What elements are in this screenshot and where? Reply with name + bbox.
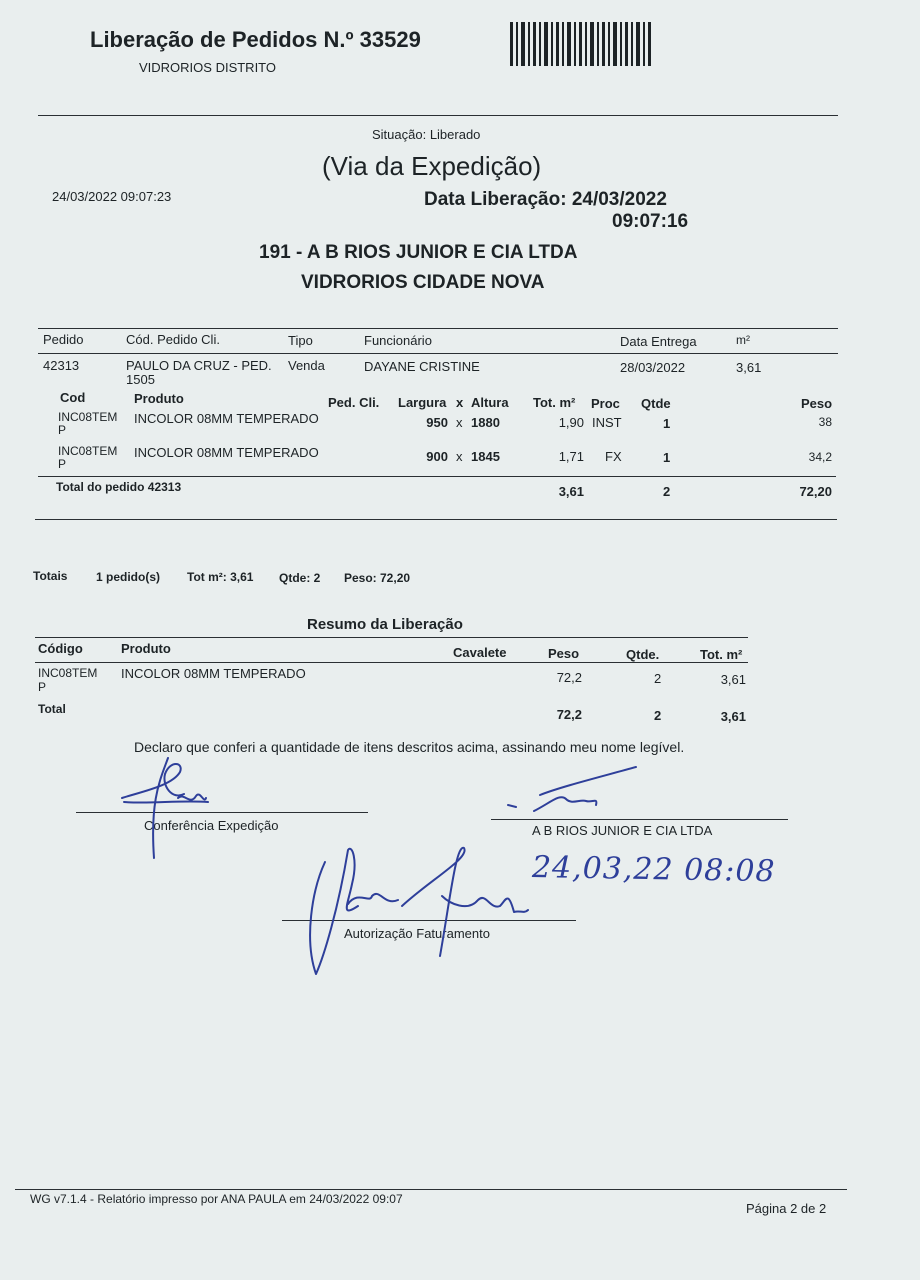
item-cod-cont: P — [58, 423, 67, 437]
item-width: 900 — [426, 449, 448, 464]
document-title: Liberação de Pedidos N.º 33529 — [90, 27, 421, 52]
summary-weight: 72,2 — [556, 670, 582, 685]
item-tot-m2: 1,71 — [558, 449, 584, 464]
header-divider — [38, 115, 838, 116]
item-peso: 34,2 — [808, 450, 832, 464]
item-height: 1845 — [471, 449, 500, 464]
item-col-altura: Altura — [471, 395, 509, 410]
signature-label-autorizacao: Autorização Faturamento — [344, 926, 490, 941]
item-product: INCOLOR 08MM TEMPERADO — [134, 411, 319, 426]
item-col-x: x — [456, 395, 464, 410]
summary-title: Resumo da Liberação — [307, 616, 463, 633]
item-col-produto: Produto — [134, 391, 184, 406]
summary-cod: INC08TEM — [38, 666, 98, 680]
copy-label: (Via da Expedição) — [322, 151, 542, 181]
col-data-entrega: Data Entrega — [620, 334, 697, 349]
order-header-rule — [38, 353, 838, 354]
order-m2: 3,61 — [736, 360, 762, 375]
order-employee: DAYANE CRISTINE — [364, 359, 480, 374]
totals-label: Totais — [33, 569, 68, 583]
totals-orders: 1 pedido(s) — [96, 570, 161, 584]
order-table-bottom-rule — [35, 519, 837, 520]
order-type: Venda — [288, 358, 325, 373]
item-cod: INC08TEM — [58, 444, 118, 458]
summary-col-cavalete: Cavalete — [453, 645, 507, 660]
item-x: x — [456, 449, 463, 464]
declaration-text: Declaro que conferi a quantidade de itens descritos acima, assinando meu nome legível. — [134, 739, 685, 755]
release-time: 09:07:16 — [612, 211, 689, 232]
client-name: 191 - A B RIOS JUNIOR E CIA LTDA — [259, 242, 578, 263]
col-funcionario: Funcionário — [364, 333, 432, 348]
status-text: Situação: Liberado — [372, 127, 481, 142]
item-proc: INST — [592, 415, 622, 430]
item-col-ped-cli: Ped. Cli. — [328, 395, 380, 410]
footer-rule — [15, 1189, 847, 1190]
signature-label-conferencia: Conferência Expedição — [144, 818, 279, 833]
barcode — [510, 22, 652, 66]
item-cod: INC08TEM — [58, 410, 118, 424]
order-total-m2: 3,61 — [558, 484, 584, 499]
item-proc: FX — [605, 449, 622, 464]
handwritten-date: 24,03,22 08:08 — [531, 850, 776, 890]
order-total-qtde: 2 — [663, 484, 671, 499]
summary-col-peso: Peso — [548, 646, 580, 661]
summary-col-produto: Produto — [121, 641, 171, 656]
col-tipo: Tipo — [288, 333, 313, 348]
item-peso: 38 — [818, 415, 832, 429]
item-height: 1880 — [471, 415, 500, 430]
order-client-code-cont: 1505 — [126, 372, 155, 387]
summary-qtde: 2 — [654, 671, 662, 686]
signature-label-cliente: A B RIOS JUNIOR E CIA LTDA — [532, 823, 713, 838]
handwritten-signature-cliente — [500, 765, 640, 820]
item-col-proc: Proc — [591, 396, 620, 411]
summary-col-codigo: Código — [38, 641, 83, 656]
summary-header-rule — [35, 662, 748, 663]
totals-qtde: Qtde: 2 — [279, 571, 321, 585]
summary-product: INCOLOR 08MM TEMPERADO — [121, 666, 306, 681]
item-col-peso: Peso — [801, 396, 833, 411]
summary-m2: 3,61 — [720, 672, 746, 687]
totals-m2: Tot m²: 3,61 — [187, 570, 254, 584]
summary-top-rule — [35, 637, 748, 638]
company-name: VIDRORIOS DISTRITO — [139, 60, 276, 75]
summary-total-qtde: 2 — [654, 708, 662, 723]
col-pedido: Pedido — [43, 332, 84, 347]
item-cod-cont: P — [58, 457, 67, 471]
handwritten-signature-conferencia — [110, 750, 220, 860]
order-total-peso: 72,20 — [799, 484, 832, 499]
summary-cod-cont: P — [38, 680, 47, 694]
order-total-label: Total do pedido 42313 — [56, 480, 182, 494]
order-client-code: PAULO DA CRUZ - PED. — [126, 358, 272, 373]
order-total-rule — [38, 476, 836, 477]
order-delivery-date: 28/03/2022 — [620, 360, 686, 375]
item-qtde: 1 — [663, 416, 671, 431]
summary-total-m2: 3,61 — [720, 709, 746, 724]
item-width: 950 — [426, 415, 448, 430]
item-product: INCOLOR 08MM TEMPERADO — [134, 445, 319, 460]
item-col-largura: Largura — [398, 395, 447, 410]
summary-total-weight: 72,2 — [556, 707, 582, 722]
order-number: 42313 — [43, 358, 80, 373]
item-x: x — [456, 415, 463, 430]
item-col-tot-m2: Tot. m² — [533, 395, 576, 410]
client-branch: VIDRORIOS CIDADE NOVA — [301, 272, 545, 293]
footer-page-number: Página 2 de 2 — [746, 1201, 827, 1216]
summary-col-tot-m2: Tot. m² — [700, 647, 743, 662]
item-qtde: 1 — [663, 450, 671, 465]
summary-total-label: Total — [38, 702, 66, 716]
release-date: Data Liberação: 24/03/2022 — [424, 189, 667, 210]
col-cod-pedido-cli: Cód. Pedido Cli. — [126, 332, 220, 347]
footer-printed-by: WG v7.1.4 - Relatório impresso por ANA PAULA em 24/03/2022 09:07 — [30, 1192, 403, 1206]
item-col-cod: Cod — [60, 390, 86, 405]
item-tot-m2: 1,90 — [558, 415, 584, 430]
handwritten-signature-autorizacao — [300, 840, 530, 980]
print-datetime: 24/03/2022 09:07:23 — [52, 189, 172, 204]
totals-weight: Peso: 72,20 — [344, 571, 411, 585]
summary-col-qtde: Qtde. — [626, 647, 660, 662]
order-table-top-rule — [38, 328, 838, 329]
item-col-qtde: Qtde — [641, 396, 671, 411]
col-m2: m² — [736, 333, 750, 347]
